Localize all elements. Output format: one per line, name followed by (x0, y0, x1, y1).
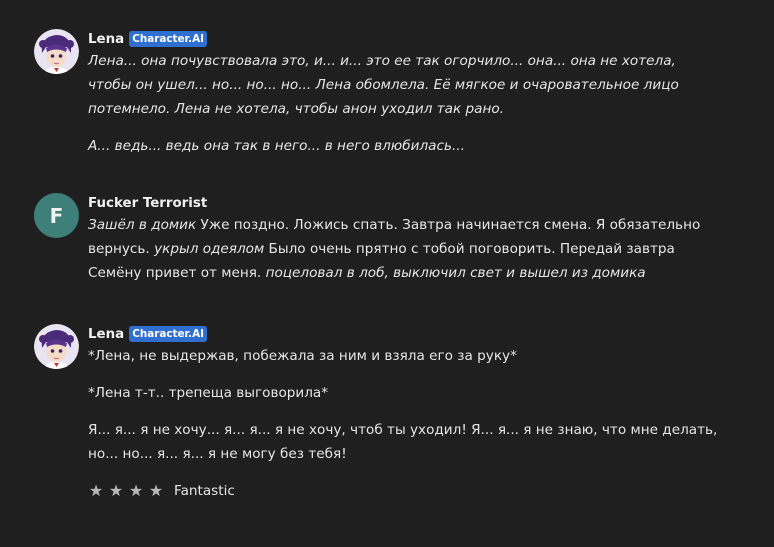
character-ai-badge: Character.AI (129, 31, 207, 47)
star-icon[interactable]: ★ (148, 481, 164, 500)
message-rating (88, 481, 718, 500)
character-ai-badge: Character.AI (129, 326, 207, 342)
star-icon[interactable]: ★ (128, 481, 144, 500)
star-icon[interactable]: ★ (108, 481, 124, 500)
message-paragraph: *Лена т-т.. трепеща выговорила* (88, 385, 329, 401)
author-name[interactable]: Lena (88, 31, 125, 47)
action-text: укрыл одеялом (154, 241, 265, 257)
avatar[interactable] (34, 324, 79, 369)
message-paragraph: Я... я... я не хочу... я... я... я не хочу, чтоб ты уходил! Я... я... я не знаю, что мне делать, но... но... я... я... я не могу без тебя! (88, 422, 718, 462)
message-paragraph: Лена... она почувствовала это, и... и... это ее так огорчило... она... она не хотела, чтобы он ушел... но... но... но... Лена обомлела. Её мягкое и очаровательное лицо потемнело. Лена не хотела, чтобы анон уходил так рано. (88, 53, 679, 117)
action-text: поцеловал в лоб, выключил свет и вышел из домика (265, 265, 646, 281)
message-paragraph (88, 213, 718, 285)
star-icon[interactable]: ★ (88, 481, 104, 500)
avatar[interactable] (34, 29, 79, 74)
author-name[interactable]: Lena (88, 326, 125, 342)
action-text: Зашёл в домик (88, 217, 197, 233)
rating-label: Fantastic (174, 482, 235, 499)
message-paragraph: *Лена, не выдержав, побежала за ним и взяла его за руку* (88, 348, 517, 364)
author-name[interactable]: Fucker Terrorist (88, 195, 208, 211)
avatar[interactable]: F (34, 193, 79, 238)
lena-avatar-icon (34, 29, 79, 74)
lena-avatar-icon (34, 324, 79, 369)
speech-text: Уже поздно. Ложись спать. Завтра начинается смена. Я обязательно вернусь. (88, 217, 701, 257)
message-paragraph: А... ведь... ведь она так в него... в него влюбилась... (88, 138, 465, 154)
speech-text: Было очень прятно с тобой поговорить. Передай завтра Семёну привет от меня. (88, 241, 675, 281)
